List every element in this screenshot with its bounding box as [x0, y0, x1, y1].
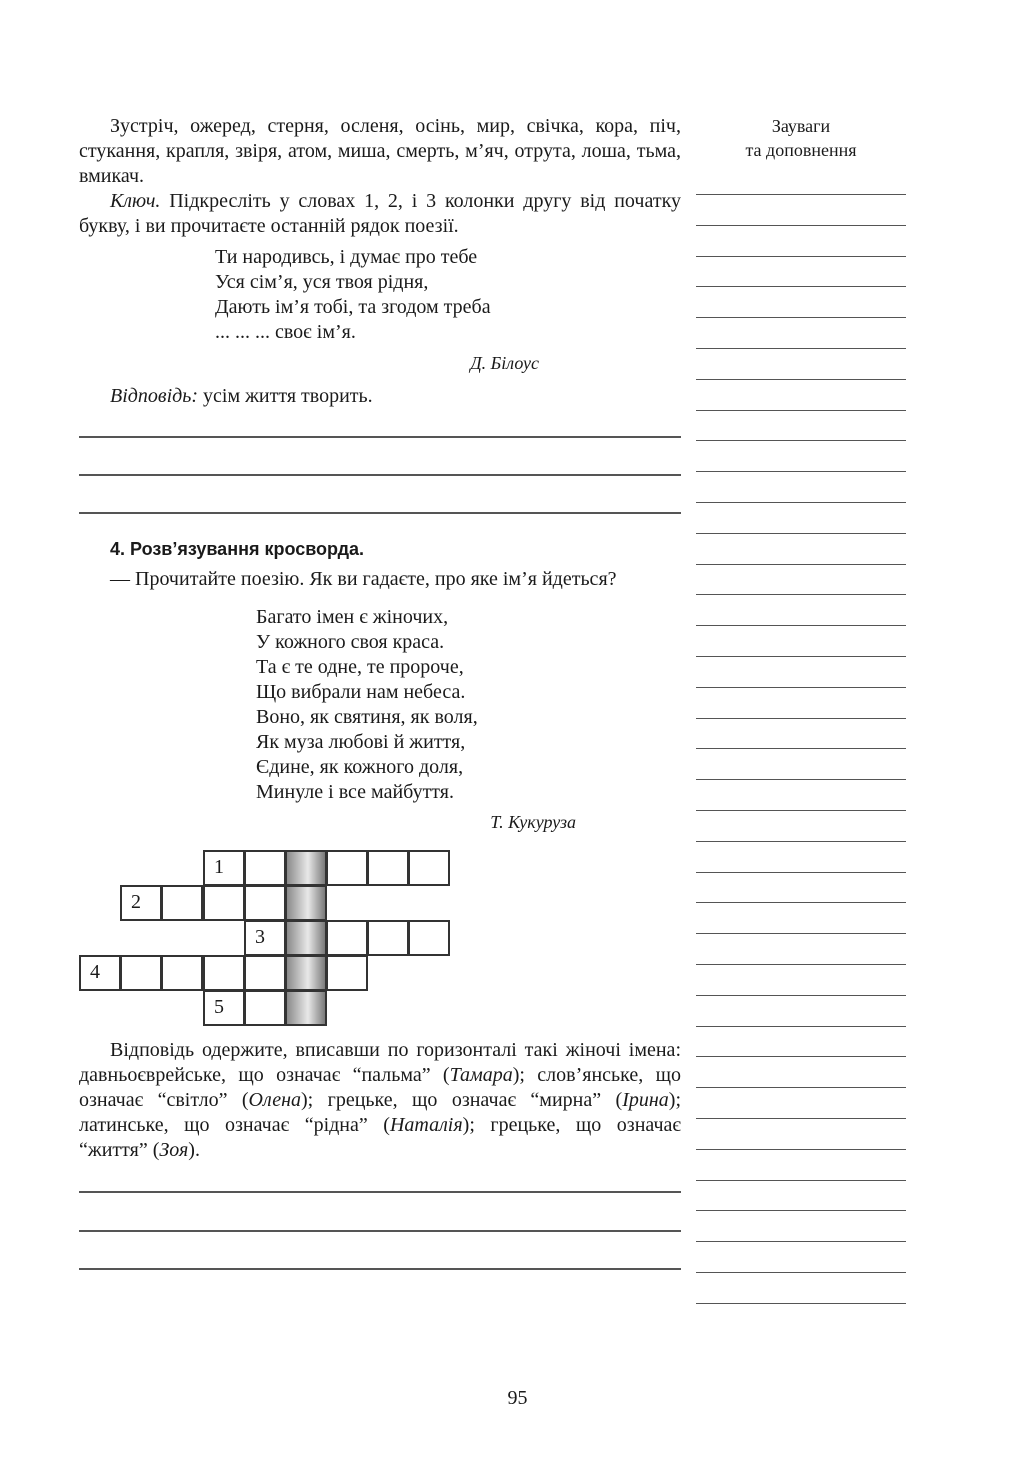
poem-line: Та є те одне, те пророче,	[256, 656, 464, 678]
crossword-cell[interactable]	[244, 955, 286, 991]
answer-name: Тамара	[449, 1064, 513, 1086]
answer-name: Зоя	[159, 1139, 189, 1161]
notes-line	[696, 1241, 906, 1242]
crossword-key-cell[interactable]	[285, 955, 327, 991]
writing-line	[79, 1191, 681, 1193]
notes-line	[696, 256, 906, 257]
poem-line: Уся сім’я, уся твоя рідня,	[215, 271, 429, 293]
notes-line	[696, 594, 906, 595]
key-paragraph	[79, 189, 681, 239]
writing-line	[79, 512, 681, 514]
notes-line	[696, 810, 906, 811]
key-label: Ключ.	[110, 190, 161, 212]
crossword-cell[interactable]	[120, 955, 162, 991]
writing-line	[79, 1230, 681, 1232]
notes-line	[696, 502, 906, 503]
crossword-cell[interactable]	[367, 850, 409, 886]
notes-line	[696, 1149, 906, 1150]
poem-line: Воно, як святиня, як воля,	[256, 706, 478, 728]
sidebar-title-line: Зауваги	[771, 116, 831, 136]
notes-line	[696, 933, 906, 934]
answer-text: ); слов’янське, що означає “світло” (	[79, 1064, 681, 1111]
page-number: 95	[507, 1387, 528, 1409]
notes-line	[696, 1026, 906, 1027]
crossword-grid	[79, 850, 459, 1030]
poem-line: Що вибрали нам небеса.	[256, 681, 466, 703]
notes-line	[696, 1303, 906, 1304]
poem-line: Ти народивсь, і думає про тебе	[215, 246, 478, 268]
crossword-cell[interactable]	[244, 850, 286, 886]
answer-name: Олена	[248, 1089, 301, 1111]
notes-line	[696, 533, 906, 534]
answer-label: Відповідь:	[110, 385, 199, 407]
notes-line	[696, 656, 906, 657]
notes-line	[696, 225, 906, 226]
notes-line	[696, 1118, 906, 1119]
word-list: Зустріч, ожеред, стерня, осленя, осінь, мир, свічка, кора, піч, стукання, крапля, звіря, атом, миша, смерть, м’яч, отрута, лоша, тьма, вмикач.	[79, 115, 681, 187]
notes-line	[696, 687, 906, 688]
notes-line	[696, 1087, 906, 1088]
crossword-cell[interactable]	[203, 990, 245, 1026]
clue-number: 3	[255, 926, 265, 948]
notes-line	[696, 379, 906, 380]
poem-bilous	[215, 245, 681, 345]
crossword-cell[interactable]	[161, 885, 203, 921]
writing-line	[79, 474, 681, 476]
crossword-key-cell[interactable]	[285, 885, 327, 921]
notes-line	[696, 1056, 906, 1057]
clue-number: 1	[214, 856, 224, 878]
poem-author: Д. Білоус	[470, 353, 539, 373]
writing-line	[79, 436, 681, 438]
key-text: Підкресліть у словах 1, 2, і 3 колонки другу від початку букву, і ви прочитаєте останній рядок поезії.	[79, 190, 681, 237]
crossword-cell[interactable]	[367, 920, 409, 956]
crossword-cell[interactable]	[244, 990, 286, 1026]
answer-text: ); латинське, що означає “рідна” (	[79, 1089, 682, 1136]
clue-number: 4	[90, 961, 100, 983]
crossword-cell[interactable]	[408, 920, 450, 956]
crossword-key-cell[interactable]	[285, 920, 327, 956]
poem-line: Минуле і все майбуття.	[256, 781, 454, 803]
notes-line	[696, 1272, 906, 1273]
answer-text: ).	[188, 1139, 200, 1161]
answer-text: Відповідь одержите, вписавши по горизонталі такі жіночі імена: давньоєврейське, що означає “пальма” (	[79, 1039, 681, 1086]
crossword-cell[interactable]	[326, 955, 368, 991]
notes-line	[696, 625, 906, 626]
notes-line	[696, 471, 906, 472]
notes-line	[696, 564, 906, 565]
answer-text: усім життя творить.	[198, 385, 373, 407]
poem-line: Як муза любові й життя,	[256, 731, 466, 753]
notes-line	[696, 718, 906, 719]
answer-text: ); грецьке, що означає “мирна” (	[301, 1089, 623, 1111]
crossword-cell[interactable]	[120, 885, 162, 921]
poem-line: ... ... ... своє ім’я.	[215, 321, 356, 343]
crossword-cell[interactable]	[203, 850, 245, 886]
sidebar-title-line: та доповнення	[745, 140, 857, 160]
notes-line	[696, 841, 906, 842]
notes-line	[696, 410, 906, 411]
crossword-key-cell[interactable]	[285, 850, 327, 886]
crossword-cell[interactable]	[203, 885, 245, 921]
notes-line	[696, 348, 906, 349]
notes-line	[696, 1180, 906, 1181]
poem-line: Багато імен є жіночих,	[256, 606, 449, 628]
section-prompt: — Прочитайте поезію. Як ви гадаєте, про яке ім’я йдеться?	[110, 568, 617, 590]
main-column	[79, 114, 681, 409]
notes-line	[696, 995, 906, 996]
clue-number: 2	[131, 891, 141, 913]
notes-line	[696, 440, 906, 441]
notes-line	[696, 748, 906, 749]
answer-name: Наталія	[389, 1114, 463, 1136]
crossword-cell[interactable]	[161, 955, 203, 991]
crossword-cell[interactable]	[203, 955, 245, 991]
poem-line: У кожного своя краса.	[256, 631, 445, 653]
crossword-cell[interactable]	[408, 850, 450, 886]
crossword-cell[interactable]	[244, 920, 286, 956]
notes-sidebar	[696, 114, 906, 162]
notes-line	[696, 902, 906, 903]
notes-line	[696, 1210, 906, 1211]
clue-number: 5	[214, 996, 224, 1018]
poem-author: Т. Кукуруза	[490, 812, 576, 832]
crossword-key-cell[interactable]	[285, 990, 327, 1026]
crossword-cell[interactable]	[326, 850, 368, 886]
notes-line	[696, 317, 906, 318]
crossword-answer	[79, 1038, 681, 1163]
poem-line: Дають ім’я тобі, та згодом треба	[215, 296, 491, 318]
answer-name: Ірина	[622, 1089, 669, 1111]
notes-line	[696, 964, 906, 965]
crossword-cell[interactable]	[244, 885, 286, 921]
writing-line	[79, 1268, 681, 1270]
notes-line	[696, 872, 906, 873]
answer-paragraph	[79, 384, 681, 409]
poem-line: Єдине, як кожного доля,	[256, 756, 464, 778]
section-heading: 4. Розв’язування кросворда.	[110, 539, 365, 559]
crossword-cell[interactable]	[326, 920, 368, 956]
answer-text: ); грецьке, що означає “життя” (	[79, 1114, 681, 1161]
notes-line	[696, 779, 906, 780]
poem-kukuruza	[256, 605, 478, 805]
crossword-cell[interactable]	[79, 955, 121, 991]
notes-line	[696, 194, 906, 195]
notes-line	[696, 286, 906, 287]
